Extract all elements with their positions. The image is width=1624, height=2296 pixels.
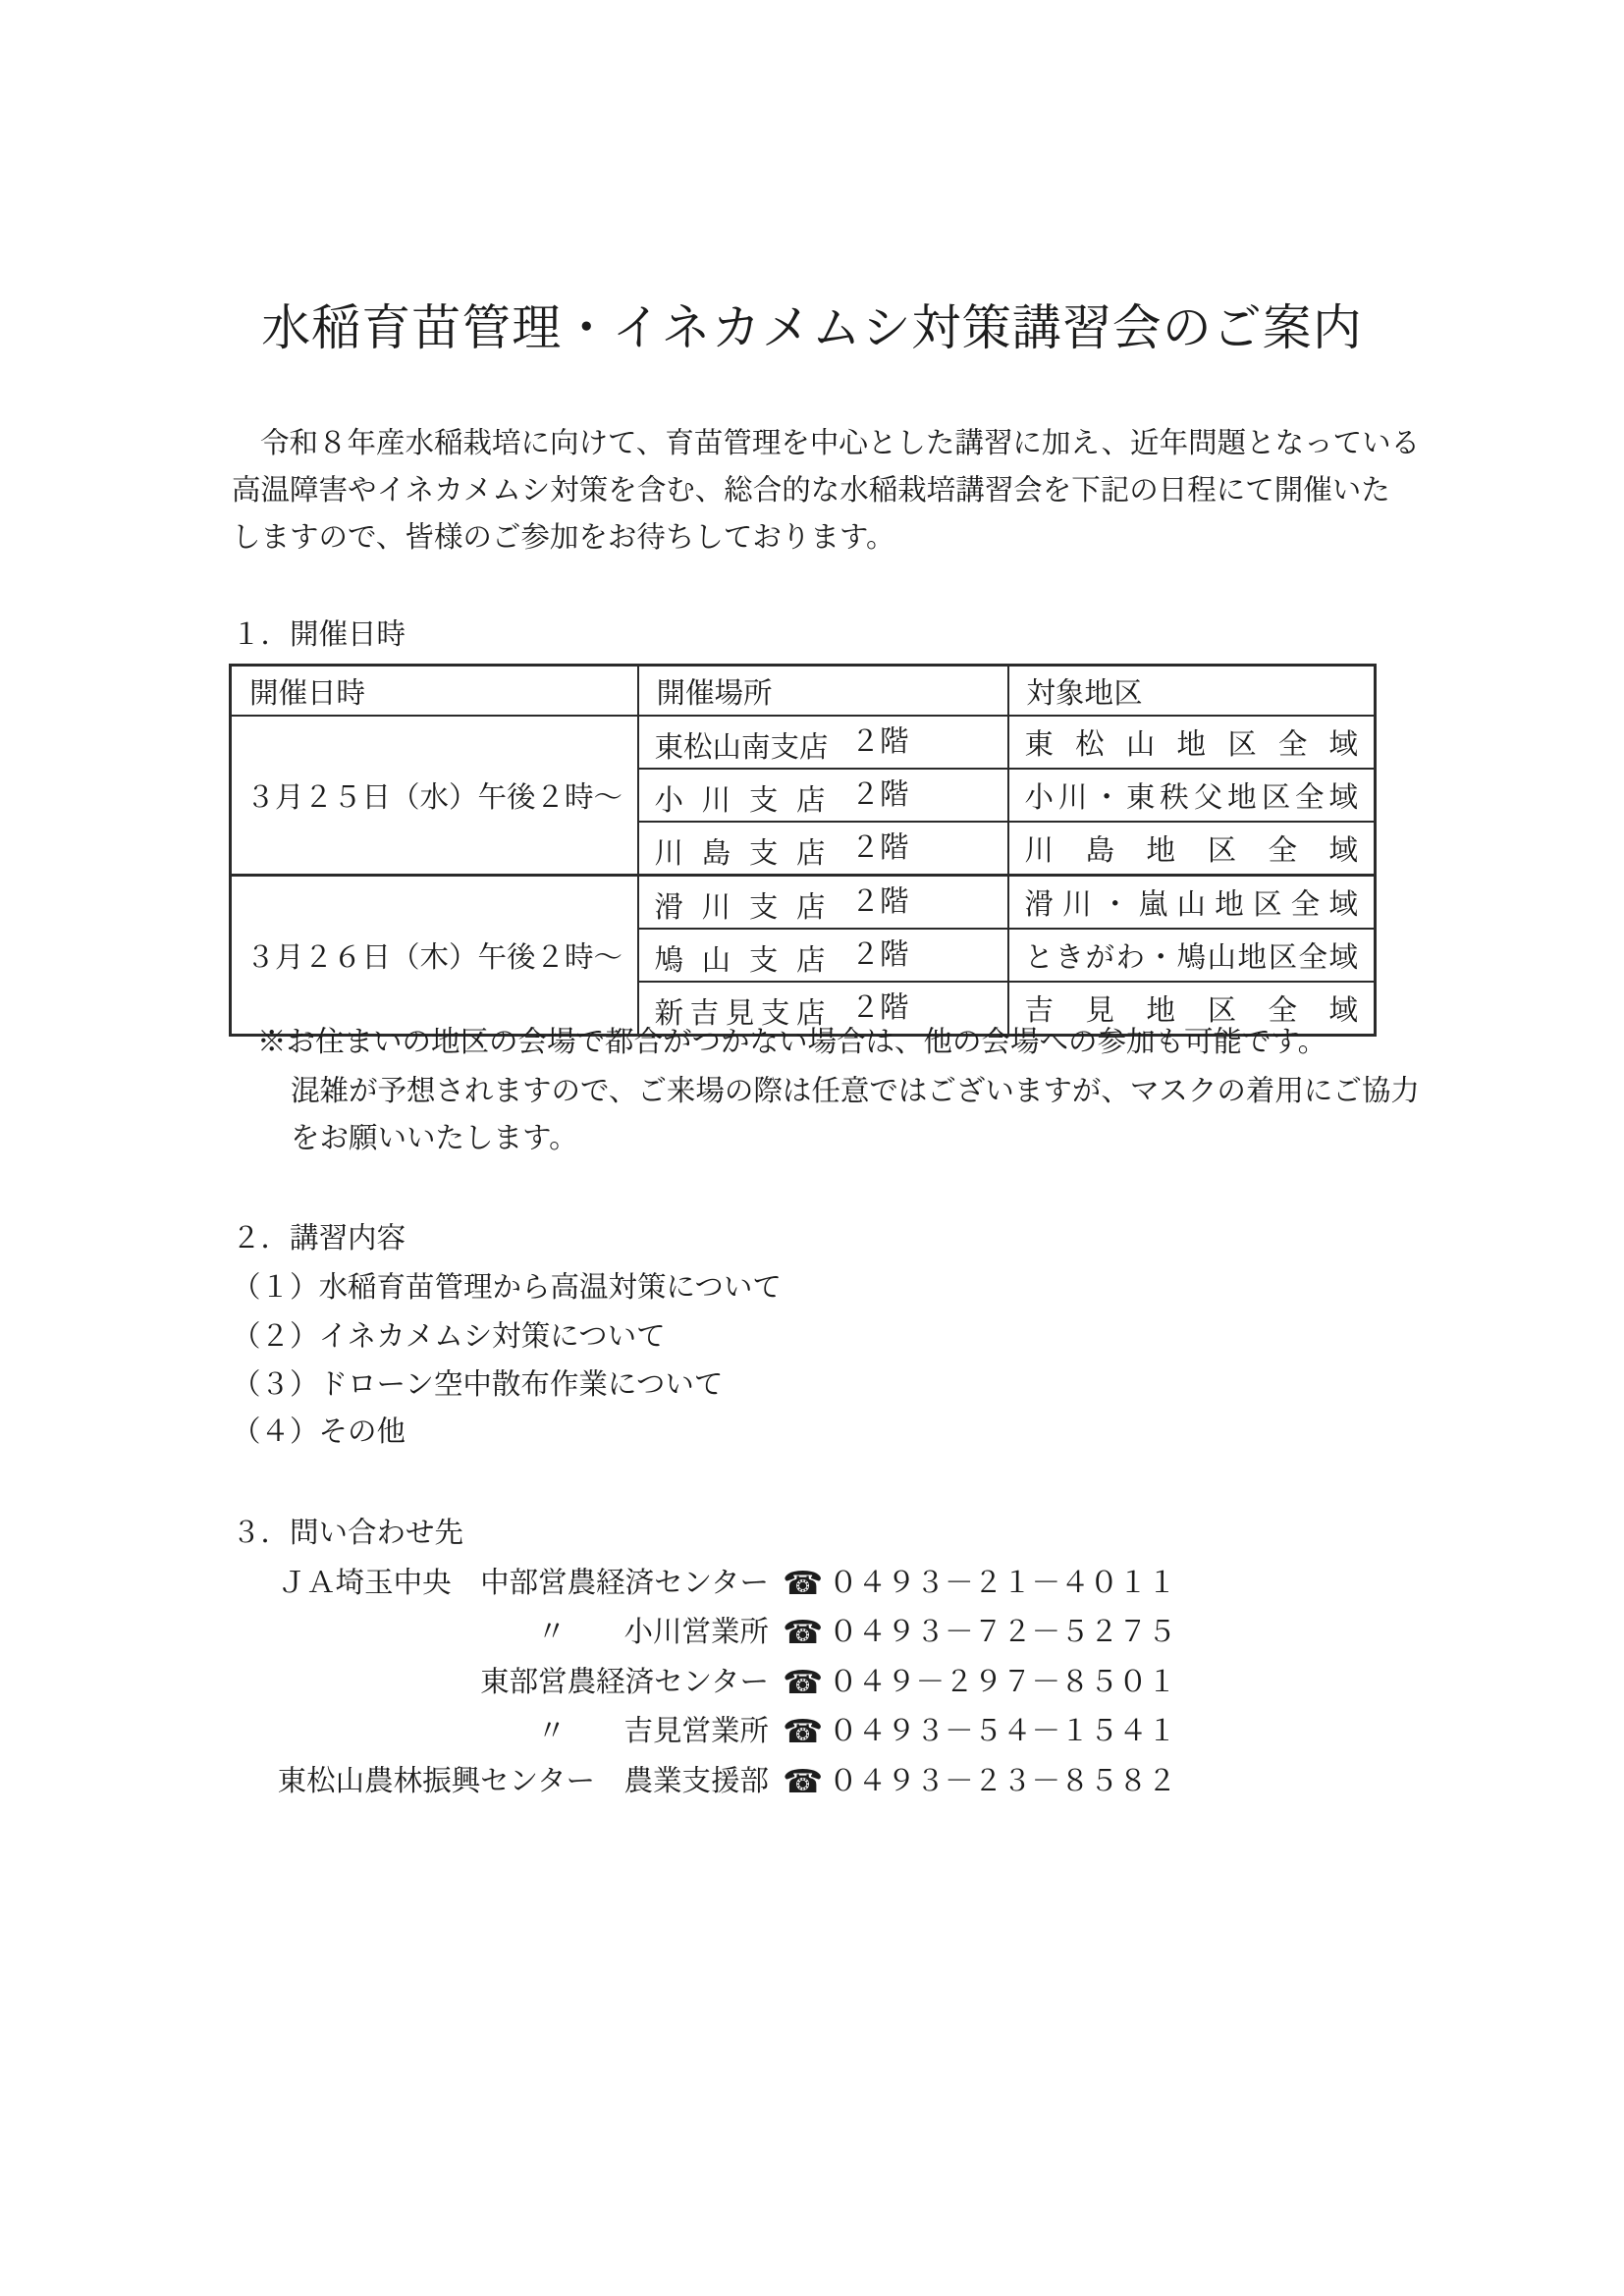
page-title: 水稲育苗管理・イネカメムシ対策講習会のご案内 (261, 300, 1363, 355)
lecture-item: （１）水稲育苗管理から高温対策について (232, 1272, 782, 1304)
contact-row (233, 1608, 1176, 1657)
venue-floor: ２階 (850, 726, 909, 759)
phone-icon: ☎ (783, 1762, 824, 1800)
contact-row (233, 1707, 1176, 1756)
contact-label: 〃 小川営業所 (536, 1617, 769, 1648)
contact-phone (783, 1707, 1176, 1756)
venue-floor: ２階 (850, 832, 909, 865)
phone-icon: ☎ (783, 1564, 824, 1602)
venue-cell (638, 769, 1008, 822)
lecture-item: （４）その他 (232, 1416, 406, 1448)
venue-name: 東松山南支店 (654, 731, 829, 764)
intro-line: しますので、皆様のご参加をお待ちしております。 (232, 522, 895, 554)
note-line: ※お住まいの地区の会場で都合がつかない場合は、他の会場への参加も可能です。 (257, 1027, 1327, 1058)
intro-line: 高温障害やイネカメムシ対策を含む、総合的な水稲栽培講習会を下記の日程にて開催いた (232, 475, 1390, 507)
contact-label: 〃 吉見営業所 (536, 1716, 769, 1747)
phone-icon: ☎ (783, 1712, 824, 1750)
venue-cell (638, 929, 1008, 982)
phone-number: ０４９－２９７－８５０１ (829, 1667, 1177, 1698)
venue-name: 川島支店 (654, 837, 826, 870)
intro-line: 令和８年産水稲栽培に向けて、育苗管理を中心とした講習に加え、近年問題となっている (260, 428, 1421, 459)
district-cell: 川島地区全域 (1008, 822, 1376, 876)
contact-label: ＪＡ埼玉中央 中部営農経済センター (277, 1568, 769, 1599)
contact-label: 東部営農経済センター (480, 1667, 769, 1698)
venue-name: 小川支店 (654, 784, 826, 817)
table-header-row (231, 666, 1376, 717)
venue-floor: ２階 (850, 886, 909, 919)
contact-row (233, 1658, 1176, 1707)
date-cell: ３月２６日（木）午後２時～ (231, 876, 638, 1036)
district-cell: 滑川・嵐山地区全域 (1008, 876, 1376, 930)
note-line: 混雑が予想されますので、ご来場の際は任意ではございますが、マスクの着用にご協力 (291, 1076, 1420, 1107)
contact-phone (783, 1559, 1176, 1608)
district-cell: 吉見地区全域 (1008, 982, 1376, 1036)
lecture-item: （３）ドローン空中散布作業について (232, 1369, 724, 1401)
district-cell: 小川・東秩父地区全域 (1008, 769, 1376, 822)
phone-number: ０４９３－２３－８５８２ (829, 1766, 1177, 1797)
table-row (231, 876, 1376, 930)
lecture-item: （２）イネカメムシ対策について (232, 1321, 666, 1353)
schedule-table (229, 664, 1377, 1037)
venue-name: 滑川支店 (654, 891, 826, 924)
contact-row (233, 1757, 1176, 1806)
contact-phone (783, 1658, 1176, 1707)
phone-icon: ☎ (783, 1663, 824, 1701)
venue-cell (638, 876, 1008, 930)
venue-floor: ２階 (850, 779, 909, 812)
contact-phone (783, 1757, 1176, 1806)
table-header-date: 開催日時 (231, 666, 638, 717)
venue-cell (638, 822, 1008, 876)
venue-cell (638, 716, 1008, 769)
table-row (231, 716, 1376, 769)
schedule-table-container (229, 664, 1377, 1037)
district-cell: 東松山地区全域 (1008, 716, 1376, 769)
district-cell: ときがわ・鳩山地区全域 (1008, 929, 1376, 982)
venue-floor: ２階 (850, 992, 909, 1025)
section-3-heading: ３．問い合わせ先 (232, 1518, 464, 1549)
contact-phone (783, 1608, 1176, 1657)
venue-floor: ２階 (850, 939, 909, 972)
note-line: をお願いいたします。 (291, 1123, 578, 1154)
section-1-heading: １．開催日時 (232, 619, 406, 651)
phone-number: ０４９３－５４－１５４１ (829, 1716, 1177, 1747)
phone-number: ０４９３－２１－４０１１ (829, 1568, 1177, 1599)
contact-row (233, 1559, 1176, 1608)
phone-icon: ☎ (783, 1613, 824, 1651)
date-cell: ３月２５日（水）午後２時～ (231, 716, 638, 876)
venue-name: 鳩山支店 (654, 944, 826, 977)
section-2-heading: ２．講習内容 (232, 1223, 406, 1255)
table-header-venue: 開催場所 (638, 666, 1008, 717)
contact-label: 東松山農林振興センター 農業支援部 (277, 1766, 769, 1797)
phone-number: ０４９３－７２－５２７５ (829, 1617, 1177, 1648)
venue-name: 新吉見支店 (654, 997, 826, 1030)
table-header-district: 対象地区 (1008, 666, 1376, 717)
